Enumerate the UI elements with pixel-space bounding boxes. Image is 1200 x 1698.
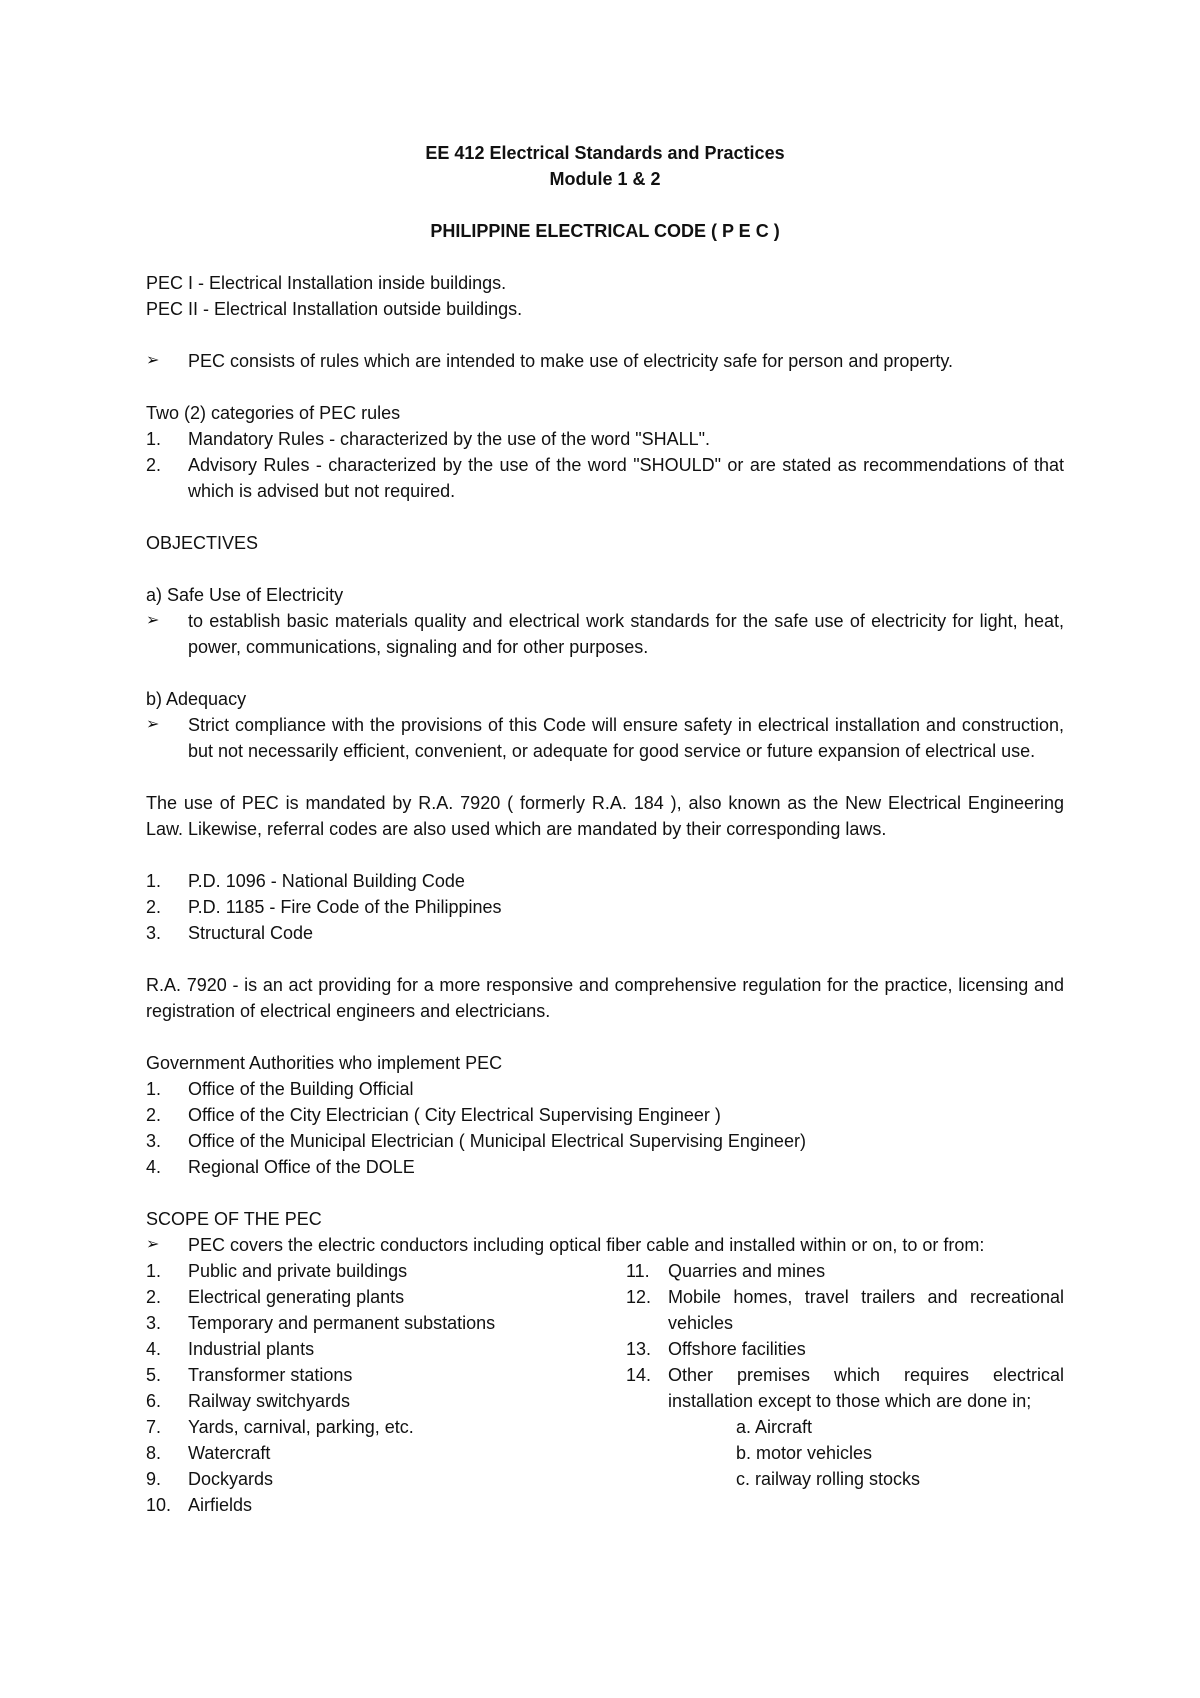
authority-item (146, 1128, 1064, 1154)
scope-item-text: Offshore facilities (668, 1339, 806, 1359)
document-title: EE 412 Electrical Standards and Practices (425, 143, 785, 163)
scope-item-text: Railway switchyards (188, 1391, 351, 1411)
scope-item (626, 1284, 1064, 1336)
authority-text: Office of the Building Official (188, 1079, 414, 1099)
pec-definition-text: PEC consists of rules which are intended to make use of electricity safe for person and property. (188, 351, 954, 371)
exception-item: a. Aircraft (736, 1417, 813, 1437)
scope-heading: SCOPE OF THE PEC (146, 1209, 322, 1229)
list-number: 1. (146, 1261, 162, 1281)
safe-use-text: to establish basic materials quality and electrical work standards for the safe use of electricity for light, heat, power, communications, signaling and for other purposes. (188, 611, 1064, 657)
scope-item-text: Yards, carnival, parking, etc. (188, 1417, 414, 1437)
scope-item (146, 1466, 626, 1492)
category-text: Advisory Rules - characterized by the use of the word "SHOULD" or are stated as recommendations of that which is advised but not required. (188, 455, 1064, 501)
list-number: 12. (626, 1287, 652, 1307)
scope-item-text: Quarries and mines (668, 1261, 826, 1281)
scope-item (146, 1440, 626, 1466)
pec-type-1: PEC I - Electrical Installation inside buildings. (146, 273, 507, 293)
list-number: 8. (146, 1443, 162, 1463)
adequacy-bullet (146, 712, 1064, 764)
referral-code-text: P.D. 1185 - Fire Code of the Philippines (188, 897, 502, 917)
scope-item-text: Transformer stations (188, 1365, 353, 1385)
list-number: 3. (146, 1131, 162, 1151)
arrow-bullet-icon: ➢ (146, 1236, 160, 1253)
adequacy-text: Strict compliance with the provisions of this Code will ensure safety in electrical installation and construction, but not necessarily efficient, convenient, or adequate for good service or future expansion of electrical use. (188, 715, 1064, 761)
document-page (146, 140, 1064, 1518)
mandate-paragraph: The use of PEC is mandated by R.A. 7920 ( formerly R.A. 184 ), also known as the New Electrical Engineering Law. Likewise, referral codes are also used which are mandated by their corresponding laws. (146, 793, 1064, 839)
scope-item (146, 1310, 626, 1336)
list-number: 2. (146, 897, 162, 917)
list-number: 9. (146, 1469, 162, 1489)
scope-item (146, 1258, 626, 1284)
adequacy-heading: b) Adequacy (146, 689, 247, 709)
safe-use-bullet (146, 608, 1064, 660)
list-number: 3. (146, 1313, 162, 1333)
scope-item (146, 1414, 626, 1440)
scope-list-right (626, 1258, 1064, 1518)
scope-list (146, 1258, 1064, 1518)
scope-item (626, 1258, 1064, 1284)
referral-code-item (146, 868, 1064, 894)
category-item (146, 426, 1064, 452)
referral-code-text: Structural Code (188, 923, 314, 943)
authority-item (146, 1154, 1064, 1180)
arrow-bullet-icon: ➢ (146, 352, 160, 369)
authority-item (146, 1076, 1064, 1102)
list-number: 1. (146, 1079, 162, 1099)
scope-item (626, 1362, 1064, 1414)
arrow-bullet-icon: ➢ (146, 612, 160, 629)
exception-item: c. railway rolling stocks (736, 1469, 921, 1489)
scope-item-text: Airfields (188, 1495, 253, 1515)
scope-item-text: Electrical generating plants (188, 1287, 405, 1307)
safe-use-heading: a) Safe Use of Electricity (146, 585, 344, 605)
authority-text: Office of the Municipal Electrician ( Municipal Electrical Supervising Engineer) (188, 1131, 806, 1151)
referral-code-text: P.D. 1096 - National Building Code (188, 871, 465, 891)
referral-code-item (146, 920, 1064, 946)
scope-item-text: Temporary and permanent substations (188, 1313, 496, 1333)
list-number: 14. (626, 1365, 652, 1385)
scope-item-text: Dockyards (188, 1469, 274, 1489)
authorities-heading: Government Authorities who implement PEC (146, 1053, 503, 1073)
categories-heading: Two (2) categories of PEC rules (146, 403, 401, 423)
module-label: Module 1 & 2 (549, 169, 661, 189)
scope-item (146, 1492, 626, 1518)
exception-item: b. motor vehicles (736, 1443, 873, 1463)
list-number: 1. (146, 429, 162, 449)
section-title: PHILIPPINE ELECTRICAL CODE ( P E C ) (430, 221, 780, 241)
scope-item (626, 1336, 1064, 1362)
scope-item (146, 1362, 626, 1388)
list-number: 13. (626, 1339, 652, 1359)
list-number: 3. (146, 923, 162, 943)
list-number: 2. (146, 1287, 162, 1307)
objectives-heading: OBJECTIVES (146, 533, 259, 553)
scope-item-text: Mobile homes, travel trailers and recreational vehicles (668, 1287, 1064, 1333)
list-number: 5. (146, 1365, 162, 1385)
list-number: 1. (146, 871, 162, 891)
list-number: 6. (146, 1391, 162, 1411)
scope-item-text: Watercraft (188, 1443, 271, 1463)
scope-intro-text: PEC covers the electric conductors including optical fiber cable and installed within or on, to or from: (188, 1235, 985, 1255)
authority-item (146, 1102, 1064, 1128)
list-number: 4. (146, 1339, 162, 1359)
authority-text: Office of the City Electrician ( City Electrical Supervising Engineer ) (188, 1105, 721, 1125)
list-number: 2. (146, 455, 162, 475)
referral-code-item (146, 894, 1064, 920)
scope-list-left (146, 1258, 626, 1518)
scope-item (146, 1284, 626, 1310)
authority-text: Regional Office of the DOLE (188, 1157, 415, 1177)
scope-item (146, 1388, 626, 1414)
scope-intro (146, 1232, 1064, 1258)
scope-item-text: Other premises which requires electrical installation except to those which are done in; (668, 1365, 1064, 1411)
list-number: 11. (626, 1261, 650, 1281)
pec-type-2: PEC II - Electrical Installation outside buildings. (146, 299, 523, 319)
list-number: 2. (146, 1105, 162, 1125)
ra-paragraph: R.A. 7920 - is an act providing for a more responsive and comprehensive regulation for the practice, licensing and registration of electrical engineers and electricians. (146, 975, 1064, 1021)
list-number: 4. (146, 1157, 162, 1177)
list-number: 10. (146, 1495, 172, 1515)
scope-item-text: Public and private buildings (188, 1261, 408, 1281)
list-number: 7. (146, 1417, 162, 1437)
category-text: Mandatory Rules - characterized by the use of the word "SHALL". (188, 429, 711, 449)
scope-item-text: Industrial plants (188, 1339, 315, 1359)
category-item (146, 452, 1064, 504)
arrow-bullet-icon: ➢ (146, 716, 160, 733)
pec-definition (146, 348, 1064, 374)
scope-item (146, 1336, 626, 1362)
